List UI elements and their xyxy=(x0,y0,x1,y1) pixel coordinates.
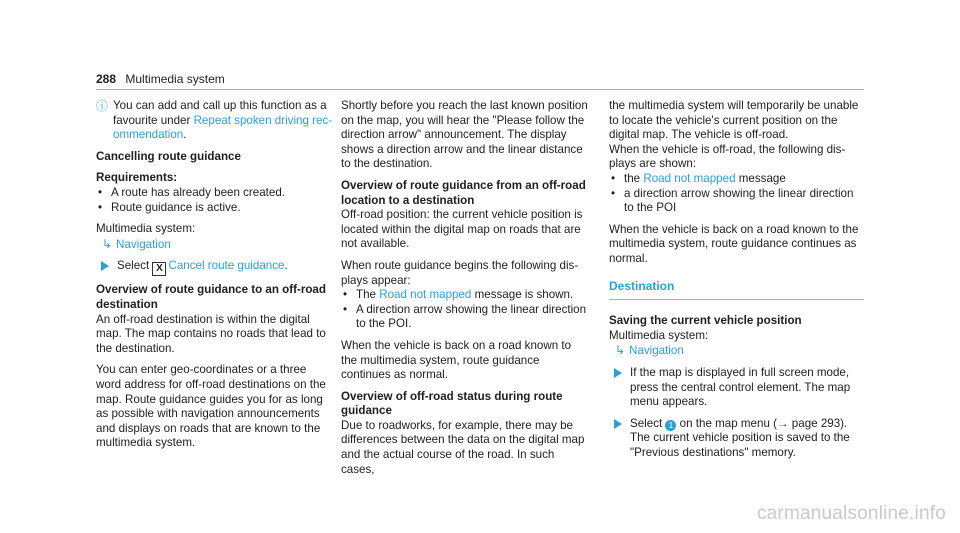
paragraph: Shortly before you reach the last known position on the map, you will hear the "Please follow the direction arrow" announcement. The display shows a direction arrow and the linear distance to the destination. xyxy=(341,99,588,171)
list-item xyxy=(609,172,864,187)
step-arrow-icon xyxy=(101,261,109,271)
list-item xyxy=(341,288,589,303)
paragraph: When the vehicle is off-road, the following displays are shown: xyxy=(609,142,846,171)
tip-note xyxy=(96,99,334,143)
heading-cancelling: Cancelling route guidance xyxy=(96,149,241,163)
section-heading-destination: Destination xyxy=(609,278,675,293)
column-3 xyxy=(609,99,864,460)
nav-path xyxy=(96,237,334,253)
section-title: Multimedia system xyxy=(125,72,225,86)
info-icon: ⓘ xyxy=(96,99,109,113)
map-fullscreen-step xyxy=(609,366,864,410)
list-item: • A direction arrow showing the linear direction to the POI. xyxy=(341,303,589,332)
nav-arrow-icon: ↳ xyxy=(615,343,626,358)
section-divider xyxy=(609,299,864,300)
paragraph: You can enter geo-coordinates or a three word address for off-road destinations on the map. Route guidance guides you for as long as possible with navigation announcements and displays on roads that are known to the multimedia system. xyxy=(96,363,326,450)
heading-overview-offroad-location: Overview of route guidance from an off-road location to a destination xyxy=(341,178,586,207)
repeat-spoken-link[interactable]: Repeat spoken driving recommendation xyxy=(113,113,333,142)
list-text: The xyxy=(356,288,380,302)
step-text: Select xyxy=(630,416,666,430)
paragraph: When route guidance begins the following displays appear: xyxy=(341,258,579,287)
road-not-mapped-link[interactable]: Road not mapped xyxy=(643,171,736,185)
tip-text-end: . xyxy=(183,128,187,142)
heading-overview-offroad-dest: Overview of route guidance to an off-road destination xyxy=(96,283,326,311)
page-header xyxy=(96,72,225,86)
navigation-link[interactable]: Navigation xyxy=(629,344,684,358)
paragraph: the multimedia system will temporarily be unable to locate the vehicle's current position on the digital map. The vehicle is off-road. xyxy=(609,99,859,142)
multimedia-label: Multimedia system: xyxy=(96,222,196,236)
list-text-end: message xyxy=(735,171,786,185)
requirements-label: Requirements: xyxy=(96,171,178,185)
callout-number-icon: 1 xyxy=(665,420,676,431)
heading-saving-position: Saving the current vehicle position xyxy=(609,314,802,328)
nav-path xyxy=(609,343,864,359)
road-not-mapped-link[interactable]: Road not mapped xyxy=(379,288,472,302)
list-item: • a direction arrow showing the linear direction to the POI xyxy=(609,187,864,216)
select-save-step xyxy=(609,417,864,461)
column-2 xyxy=(341,99,589,477)
requirement-item: • Route guidance is active. xyxy=(96,201,334,216)
step-text: If the map is displayed in full screen mode, press the central control element. The map menu appears. xyxy=(630,365,851,409)
step-arrow-icon xyxy=(614,368,622,378)
column-1 xyxy=(96,99,334,451)
list-text: the xyxy=(624,171,644,185)
list-text-end: message is shown. xyxy=(471,288,574,302)
tip-text: You can add and call up this function as a favourite under xyxy=(113,99,327,127)
watermark: carmanualsonline.info xyxy=(756,503,946,524)
select-cancel-step xyxy=(96,259,334,276)
multimedia-label: Multimedia system: xyxy=(609,328,709,342)
page-number: 288 xyxy=(96,72,117,86)
requirement-item: • A route has already been created. xyxy=(96,186,334,201)
step-text-end: . xyxy=(284,259,288,273)
step-text-end: on the map menu (→ page 293). The current vehicle position is saved to the "Previous destinations" memory. xyxy=(630,416,850,459)
nav-arrow-icon: ↳ xyxy=(102,236,113,251)
cancel-route-link[interactable]: Cancel route guidance xyxy=(168,259,285,273)
paragraph: An off-road destination is within the digital map. The map contains no roads that lead to the destination. xyxy=(96,312,326,355)
navigation-link[interactable]: Navigation xyxy=(116,237,171,251)
header-divider xyxy=(96,89,864,90)
paragraph: When the vehicle is back on a road known to the multimedia system, route guidance continues as normal. xyxy=(341,338,572,382)
paragraph: When the vehicle is back on a road known to the multimedia system, route guidance continues as normal. xyxy=(609,222,859,265)
heading-offroad-status: Overview of off-road status during route guidance xyxy=(341,389,563,418)
paragraph: Off-road position: the current vehicle position is located within the digital map on roads that are not available. xyxy=(341,208,583,251)
step-arrow-icon xyxy=(614,419,622,429)
cancel-x-icon: X xyxy=(152,262,166,276)
paragraph: Due to roadworks, for example, there may be differences between the data on the digital map and the actual course of the road. In such cases, xyxy=(341,418,585,476)
step-text: Select xyxy=(117,259,153,273)
